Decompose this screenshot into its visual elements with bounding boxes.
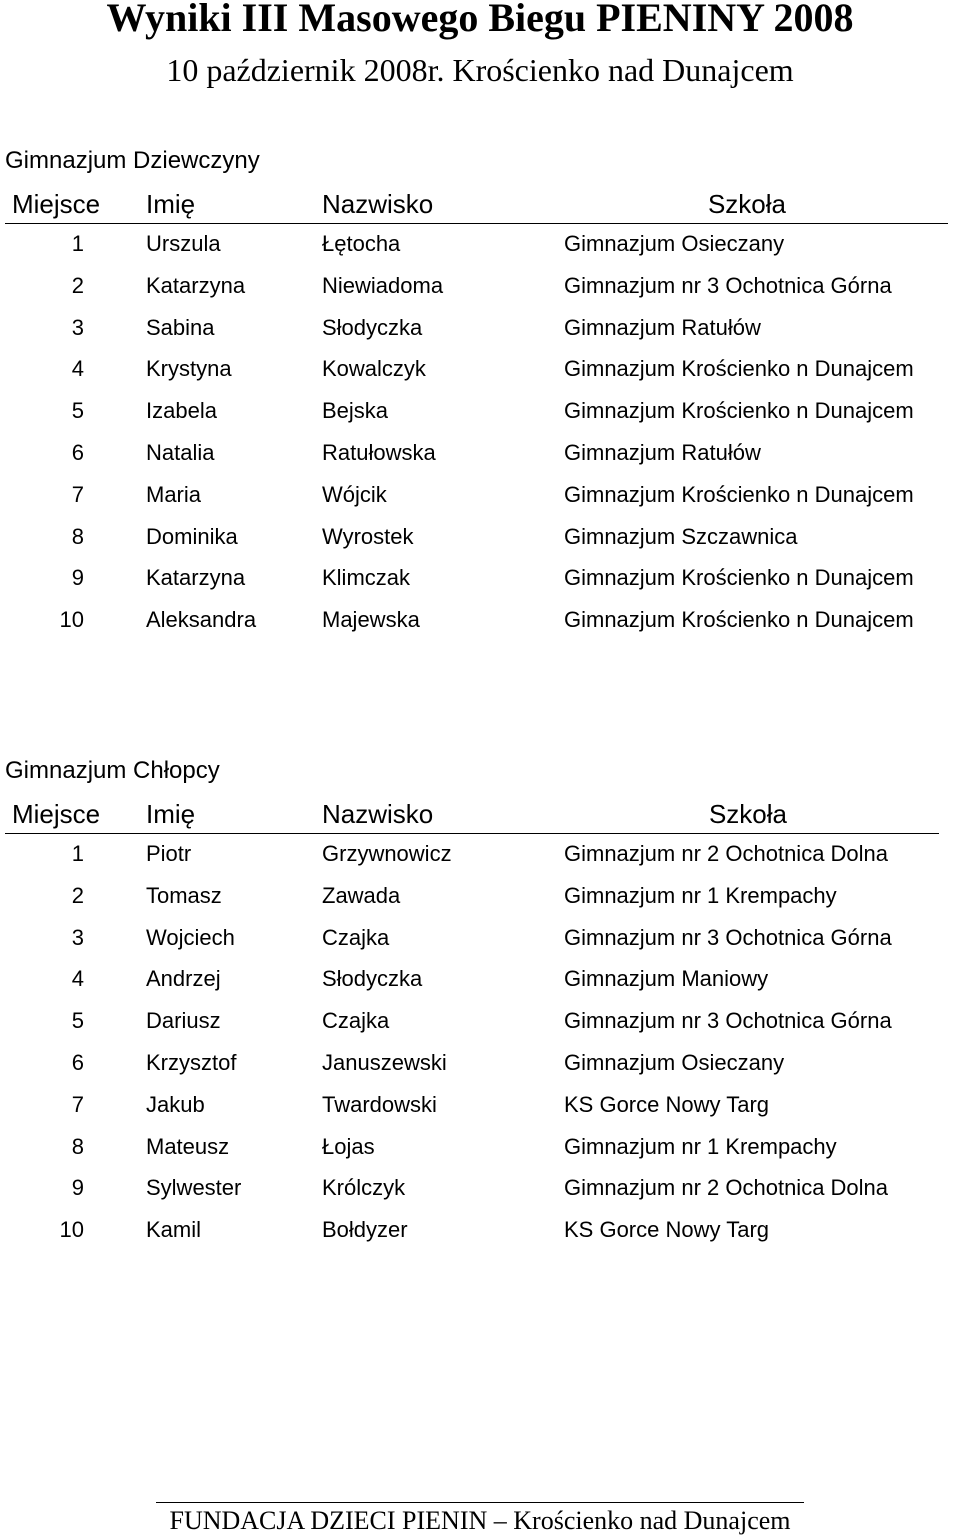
first-name-cell: Jakub (146, 1091, 205, 1117)
last-name-cell: Bejska (322, 398, 389, 424)
last-name-cell: Czajka (322, 924, 390, 950)
school-cell: Gimnazjum Krościenko n Dunajcem (564, 398, 914, 424)
school-cell: Gimnazjum nr 2 Ochotnica Dolna (564, 1175, 889, 1201)
last-name-cell: Łojas (322, 1133, 375, 1159)
header-place: Miejsce (12, 189, 101, 219)
school-cell: Gimnazjum Krościenko n Dunajcem (564, 607, 914, 633)
last-name-cell: Klimczak (322, 565, 411, 591)
results-table (0, 189, 960, 643)
last-name-cell: Słodyczka (322, 966, 423, 992)
table-header (0, 189, 960, 225)
place-cell: 4 (71, 356, 84, 382)
first-name-cell: Dariusz (146, 1008, 221, 1034)
table-row (0, 1086, 960, 1128)
school-cell: Gimnazjum Ratułów (564, 314, 761, 340)
school-cell: Gimnazjum Krościenko n Dunajcem (564, 481, 914, 507)
last-name-cell: Ratułowska (322, 439, 436, 465)
table-row (0, 835, 960, 877)
page-subtitle: 10 październik 2008r. Krościenko nad Dunajcem (166, 52, 794, 88)
last-name-cell: Grzywnowicz (322, 841, 452, 866)
first-name-cell: Sabina (146, 314, 215, 340)
school-cell: Gimnazjum nr 3 Ochotnica Górna (564, 924, 892, 950)
table-body (0, 835, 960, 1253)
school-cell: Gimnazjum nr 2 Ochotnica Dolna (564, 841, 889, 866)
results-table (0, 799, 960, 1253)
table-row (0, 1044, 960, 1086)
table-row (0, 225, 960, 267)
school-cell: KS Gorce Nowy Targ (564, 1217, 770, 1243)
header-school: Szkoła (708, 799, 788, 829)
school-cell: Gimnazjum nr 1 Krempachy (564, 1133, 837, 1159)
last-name-cell: Królczyk (322, 1175, 406, 1201)
first-name-cell: Sylwester (146, 1175, 242, 1201)
place-cell: 2 (71, 882, 84, 908)
place-cell: 2 (71, 272, 84, 298)
first-name-cell: Piotr (146, 841, 192, 866)
last-name-cell: Czajka (322, 1008, 390, 1034)
table-row (0, 1002, 960, 1044)
first-name-cell: Maria (146, 481, 202, 507)
place-cell: 8 (71, 523, 84, 549)
last-name-cell: Łętocha (322, 231, 401, 256)
school-cell: Gimnazjum Maniowy (564, 966, 769, 992)
last-name-cell: Januszewski (322, 1049, 447, 1075)
school-cell: Gimnazjum nr 3 Ochotnica Górna (564, 1008, 892, 1034)
place-cell: 10 (59, 607, 84, 633)
table-row (0, 350, 960, 392)
first-name-cell: Katarzyna (146, 565, 246, 591)
place-cell: 6 (71, 1049, 84, 1075)
first-name-cell: Mateusz (146, 1133, 230, 1159)
last-name-cell: Niewiadoma (322, 272, 444, 298)
place-cell: 3 (71, 314, 84, 340)
header-first-name: Imię (146, 189, 196, 219)
last-name-cell: Majewska (322, 607, 420, 633)
table-row (0, 434, 960, 476)
first-name-cell: Katarzyna (146, 272, 246, 298)
school-cell: Gimnazjum Osieczany (564, 1049, 785, 1075)
school-cell: Gimnazjum Osieczany (564, 231, 785, 256)
school-cell: Gimnazjum Ratułów (564, 439, 761, 465)
first-name-cell: Krystyna (146, 356, 232, 382)
first-name-cell: Krzysztof (146, 1049, 237, 1075)
last-name-cell: Wójcik (322, 481, 387, 507)
place-cell: 9 (71, 1175, 84, 1201)
table-header (0, 799, 960, 835)
last-name-cell: Kowalczyk (322, 356, 426, 382)
place-cell: 7 (71, 1091, 84, 1117)
school-cell: Gimnazjum Krościenko n Dunajcem (564, 356, 914, 382)
header-last-name: Nazwisko (322, 189, 434, 219)
table-row (0, 1128, 960, 1170)
first-name-cell: Dominika (146, 523, 238, 549)
table-row (0, 919, 960, 961)
table-row (0, 1169, 960, 1211)
school-cell: Gimnazjum Szczawnica (564, 523, 798, 549)
place-cell: 3 (71, 924, 84, 950)
school-cell: KS Gorce Nowy Targ (564, 1091, 770, 1117)
last-name-cell: Zawada (322, 882, 401, 908)
section-title: Gimnazjum Chłopcy (5, 757, 220, 784)
section-title: Gimnazjum Dziewczyny (5, 147, 260, 174)
place-cell: 1 (71, 841, 84, 866)
first-name-cell: Kamil (146, 1217, 202, 1243)
school-cell: Gimnazjum nr 3 Ochotnica Górna (564, 272, 892, 298)
place-cell: 8 (71, 1133, 84, 1159)
last-name-cell: Bołdyzer (322, 1217, 408, 1243)
first-name-cell: Wojciech (146, 924, 235, 950)
table-body (0, 225, 960, 643)
footer-text: FUNDACJA DZIECI PIENIN – Krościenko nad Dunajcem (169, 1506, 791, 1535)
school-cell: Gimnazjum Krościenko n Dunajcem (564, 565, 914, 591)
first-name-cell: Natalia (146, 439, 215, 465)
first-name-cell: Aleksandra (146, 607, 257, 633)
last-name-cell: Wyrostek (322, 523, 414, 549)
table-row (0, 960, 960, 1002)
place-cell: 5 (71, 1008, 84, 1034)
header-last-name: Nazwisko (322, 799, 434, 829)
footer-rule (156, 1502, 804, 1503)
table-row (0, 601, 960, 643)
place-cell: 1 (71, 231, 84, 256)
first-name-cell: Urszula (146, 231, 221, 256)
last-name-cell: Twardowski (322, 1091, 437, 1117)
header-school: Szkoła (707, 189, 787, 219)
first-name-cell: Andrzej (146, 966, 221, 992)
table-row (0, 1211, 960, 1253)
last-name-cell: Słodyczka (322, 314, 423, 340)
header-first-name: Imię (146, 799, 196, 829)
place-cell: 4 (71, 966, 84, 992)
place-cell: 10 (59, 1217, 84, 1243)
header-rule (5, 833, 939, 834)
place-cell: 5 (71, 398, 84, 424)
first-name-cell: Izabela (146, 398, 217, 424)
page-title: Wyniki III Masowego Biegu PIENINY 2008 (106, 0, 854, 40)
school-cell: Gimnazjum nr 1 Krempachy (564, 882, 837, 908)
table-row (0, 518, 960, 560)
table-row (0, 392, 960, 434)
place-cell: 7 (71, 481, 84, 507)
table-row (0, 267, 960, 309)
table-row (0, 309, 960, 351)
table-row (0, 559, 960, 601)
table-row (0, 877, 960, 919)
header-rule (5, 223, 948, 224)
place-cell: 9 (71, 565, 84, 591)
first-name-cell: Tomasz (146, 882, 222, 908)
header-place: Miejsce (12, 799, 101, 829)
place-cell: 6 (71, 439, 84, 465)
table-row (0, 476, 960, 518)
